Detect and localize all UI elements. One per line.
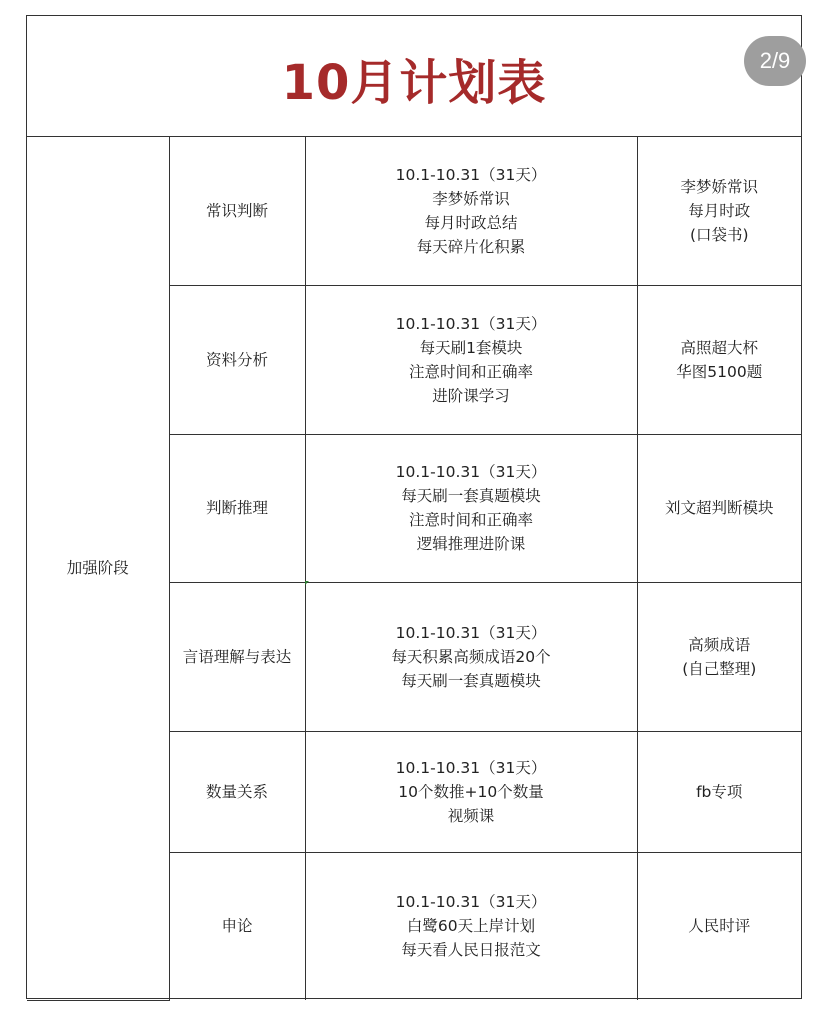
plan-sheet [26,15,802,999]
materials-cell [637,285,801,434]
material-line: 高频成语 [688,635,751,654]
plan-table [27,137,801,1001]
cell-comment-marker [305,581,309,585]
plan-line: 注意时间和正确率 [408,511,533,529]
materials-cell [637,852,801,1000]
plan-cell [305,852,637,1000]
subject-cell: 常识判断 [169,137,305,285]
title-row [27,16,801,137]
material-line: 人民时评 [688,917,751,936]
plan-line: 10.1-10.31（31天） [395,758,547,777]
material-line: 华图5100题 [676,362,763,381]
plan-line: 每天刷一套真题模块 [401,671,541,690]
materials-cell [637,731,801,852]
page-indicator-badge: 2/9 [744,36,806,86]
plan-cell [305,731,637,852]
materials-cell [637,434,801,582]
plan-line: 进阶课学习 [432,386,510,405]
materials-cell [637,137,801,285]
plan-line: 10个数推+10个数量 [398,782,544,801]
plan-line: 每天刷1套模块 [419,338,523,357]
plan-line: 10.1-10.31（31天） [395,893,547,912]
subject-cell: 判断推理 [169,434,305,582]
page-title: 10月计划表 [281,54,547,111]
plan-line: 逻辑推理进阶课 [416,535,526,553]
plan-line: 每月时政总结 [424,213,518,232]
plan-line: 10.1-10.31（31天） [395,463,547,481]
plan-line: 视频课 [447,806,495,825]
material-line: 每月时政 [688,201,751,220]
materials-cell [637,582,801,731]
material-line: (口袋书) [689,225,749,244]
stage-cell: 加强阶段 [27,137,169,1000]
material-line: 高照超大杯 [680,338,758,357]
table-row [27,137,801,285]
subject-cell: 言语理解与表达 [169,582,305,731]
material-line: 李梦娇常识 [680,177,758,196]
material-line: 刘文超判断模块 [664,499,774,517]
plan-line: 10.1-10.31（31天） [395,165,547,184]
material-line: fb专项 [696,782,743,801]
subject-cell: 数量关系 [169,731,305,852]
plan-line: 注意时间和正确率 [408,362,533,381]
plan-line: 10.1-10.31（31天） [395,314,547,333]
plan-line: 每天积累高频成语20个 [391,647,551,666]
subject-cell: 申论 [169,852,305,1000]
plan-line: 10.1-10.31（31天） [395,623,547,642]
subject-cell: 资料分析 [169,285,305,434]
material-line: (自己整理) [682,659,757,678]
plan-line: 白鹭60天上岸计划 [406,917,536,936]
plan-line: 每天碎片化积累 [416,237,526,256]
plan-line: 李梦娇常识 [432,189,510,208]
plan-cell [305,285,637,434]
plan-line: 每天看人民日报范文 [401,941,541,960]
plan-cell [305,434,637,582]
plan-cell [305,137,637,285]
plan-cell [305,582,637,731]
plan-line: 每天刷一套真题模块 [401,487,541,505]
